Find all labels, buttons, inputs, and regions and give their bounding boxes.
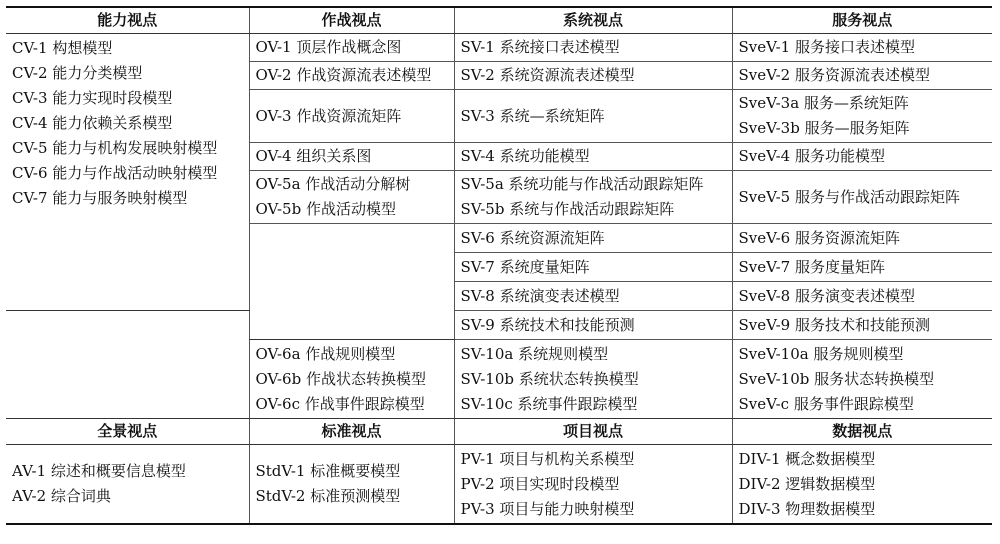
svcv-3b-item: SveV-3b 服务—服务矩阵: [738, 119, 910, 137]
capability-cell: [6, 34, 249, 311]
svcv-1-cell: SveV-1 服务接口表述模型: [732, 34, 992, 62]
ov-5a-item: OV-5a 作战活动分解树: [255, 175, 411, 193]
ov-empty-cell: [249, 224, 454, 340]
av-cell: [6, 445, 249, 525]
sv-10b-item: SV-10b 系统状态转换模型: [460, 369, 639, 388]
stdv-item: StdV-2 标准预测模型: [255, 487, 401, 505]
sv-4-cell: SV-4 系统功能模型: [454, 143, 732, 171]
cv-item: CV-3 能力实现时段模型: [12, 89, 173, 107]
svcv-3a-item: SveV-3a 服务—系统矩阵: [738, 94, 909, 112]
ov-1-cell: OV-1 顶层作战概念图: [249, 34, 454, 62]
ov-6b-item: OV-6b 作战状态转换模型: [255, 369, 426, 388]
svcv-9-cell: SveV-9 服务技术和技能预测: [732, 311, 992, 340]
svcv-10a-item: SveV-10a 服务规则模型: [738, 344, 904, 363]
svcv-8-cell: SveV-8 服务演变表述模型: [732, 282, 992, 311]
av-item: AV-1 综述和概要信息模型: [12, 462, 186, 480]
sv-7-cell: SV-7 系统度量矩阵: [454, 253, 732, 282]
cv-item: CV-6 能力与作战活动映射模型: [12, 164, 218, 182]
ov-4-cell: OV-4 组织关系图: [249, 143, 454, 171]
svcv-7-cell: SveV-7 服务度量矩阵: [732, 253, 992, 282]
header-operational-viewpoint: 作战视点: [249, 7, 454, 34]
pv-item: PV-3 项目与能力映射模型: [460, 499, 635, 518]
ov-5b-item: OV-5b 作战活动模型: [255, 200, 396, 218]
svcv-10b-item: SveV-10b 服务状态转换模型: [738, 369, 935, 388]
svcv-10-cell: [732, 340, 992, 419]
svcv-6-cell: SveV-6 服务资源流矩阵: [732, 224, 992, 253]
sv-2-cell: SV-2 系统资源流表述模型: [454, 62, 732, 90]
header-systems-viewpoint: 系统视点: [454, 7, 732, 34]
header-services-viewpoint: 服务视点: [732, 7, 992, 34]
header-data-viewpoint: 数据视点: [732, 419, 992, 445]
ov-2-cell: OV-2 作战资源流表述模型: [249, 62, 454, 90]
cv-item: CV-4 能力依赖关系模型: [12, 114, 173, 132]
div-cell: [732, 445, 992, 525]
cv-item: CV-7 能力与服务映射模型: [12, 189, 188, 207]
cv-item: CV-2 能力分类模型: [12, 64, 143, 82]
sv-5b-item: SV-5b 系统与作战活动跟踪矩阵: [460, 200, 675, 218]
header-all-viewpoint: 全景视点: [6, 419, 249, 445]
ov-3-cell: OV-3 作战资源流矩阵: [249, 90, 454, 143]
sv-8-cell: SV-8 系统演变表述模型: [454, 282, 732, 311]
cv-item: CV-1 构想模型: [12, 39, 113, 57]
ov-6-cell: [249, 340, 454, 419]
header-standards-viewpoint: 标准视点: [249, 419, 454, 445]
stdv-item: StdV-1 标准概要模型: [255, 462, 401, 480]
pv-item: PV-1 项目与机构关系模型: [460, 449, 635, 468]
ov-6a-item: OV-6a 作战规则模型: [255, 344, 396, 363]
div-item: DIV-2 逻辑数据模型: [738, 474, 876, 493]
viewpoint-table: [6, 6, 992, 525]
sv-10a-item: SV-10a 系统规则模型: [460, 344, 609, 363]
cv-item: CV-5 能力与机构发展映射模型: [12, 139, 218, 157]
svcv-10c-item: SveV-c 服务事件跟踪模型: [738, 394, 914, 413]
pv-item: PV-2 项目实现时段模型: [460, 474, 620, 493]
header-row-bottom: [6, 419, 992, 445]
ov-5-cell: [249, 171, 454, 224]
table-row: [6, 311, 992, 340]
div-item: DIV-3 物理数据模型: [738, 499, 876, 518]
svcv-5-cell: SveV-5 服务与作战活动跟踪矩阵: [732, 171, 992, 224]
sv-5a-item: SV-5a 系统功能与作战活动跟踪矩阵: [460, 175, 704, 193]
header-capability-viewpoint: 能力视点: [6, 7, 249, 34]
av-item: AV-2 综合词典: [12, 487, 111, 505]
svcv-4-cell: SveV-4 服务功能模型: [732, 143, 992, 171]
header-row-top: [6, 7, 992, 34]
sv-1-cell: SV-1 系统接口表述模型: [454, 34, 732, 62]
sv-9-cell: SV-9 系统技术和技能预测: [454, 311, 732, 340]
capability-empty-cell: [6, 311, 249, 419]
header-project-viewpoint: 项目视点: [454, 419, 732, 445]
sv-10-cell: [454, 340, 732, 419]
sv-3-cell: SV-3 系统—系统矩阵: [454, 90, 732, 143]
table-row: [6, 34, 992, 62]
ov-6c-item: OV-6c 作战事件跟踪模型: [255, 394, 425, 413]
svcv-3-cell: [732, 90, 992, 143]
pv-cell: [454, 445, 732, 525]
sv-10c-item: SV-10c 系统事件跟踪模型: [460, 394, 638, 413]
div-item: DIV-1 概念数据模型: [738, 449, 876, 468]
sv-6-cell: SV-6 系统资源流矩阵: [454, 224, 732, 253]
sv-5-cell: [454, 171, 732, 224]
stdv-cell: [249, 445, 454, 525]
svcv-2-cell: SveV-2 服务资源流表述模型: [732, 62, 992, 90]
table-row: [6, 445, 992, 525]
